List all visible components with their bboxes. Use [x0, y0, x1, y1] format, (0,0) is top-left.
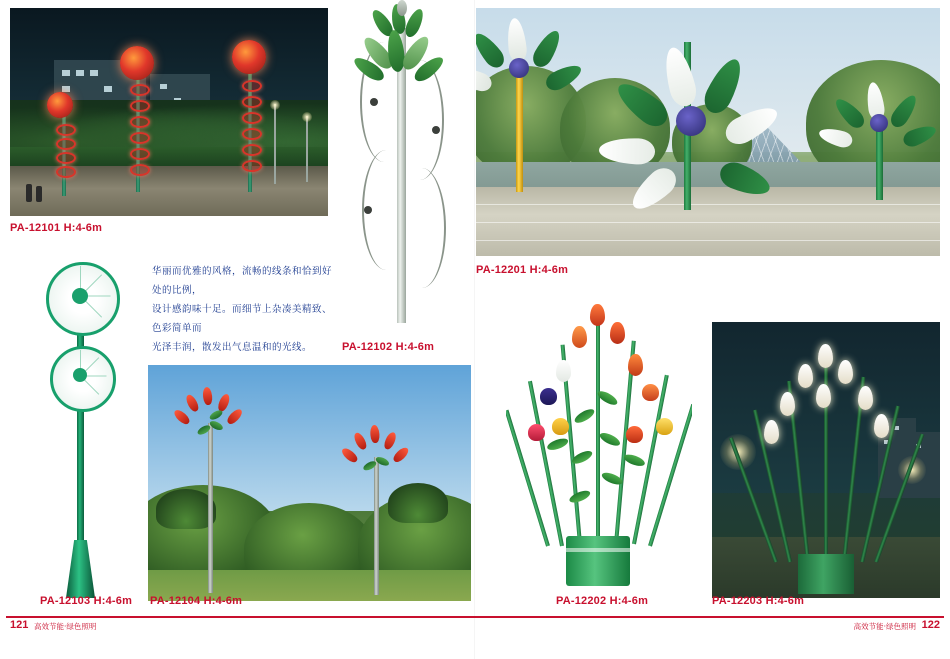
palm-foliage [156, 489, 216, 529]
lamp-pole [62, 104, 66, 196]
building-window [62, 70, 70, 76]
flower-lamp-head [120, 46, 154, 80]
caption-pa-12101: PA-12101 H:4-6m [10, 222, 103, 234]
magnolia-lamp-head [798, 364, 813, 388]
lamp-ring [130, 164, 150, 176]
lamp-planter-base [566, 536, 630, 586]
lamp-mast [374, 457, 379, 595]
leaf-element [573, 407, 597, 426]
product-photo-pa-12202 [506, 296, 692, 596]
lamp-mast-yellow [516, 70, 523, 192]
lamp-ring [56, 152, 76, 164]
fan-hub [73, 368, 87, 382]
caption-pa-12103: PA-12103 H:4-6m [40, 595, 133, 607]
description-line: 设计感韵味十足。而细节上杂凑美精致、色彩简单而 [152, 304, 333, 334]
product-photo-pa-12102 [340, 0, 468, 330]
lamp-ring [242, 112, 262, 124]
flower-head-yellow [552, 418, 569, 435]
street-lamp-post [274, 104, 276, 184]
product-photo-pa-12104 [148, 365, 471, 601]
magnolia-lamp-head [874, 414, 889, 438]
flower-hub [870, 114, 888, 132]
flower-head-white [556, 360, 571, 382]
magnolia-lamp-head [780, 392, 795, 416]
pedestrian [26, 184, 32, 202]
flower-stem [596, 322, 600, 542]
leaf-element [546, 436, 570, 452]
lamp-ring [56, 166, 76, 178]
footer-divider [6, 616, 944, 618]
lamp-pole-green [77, 300, 84, 540]
caption-pa-12102: PA-12102 H:4-6m [342, 341, 435, 353]
building-window [104, 86, 112, 92]
lamp-ring [56, 124, 76, 136]
flower-head-pink [528, 424, 545, 441]
lamp-ring [130, 132, 150, 144]
description-line: 华丽而优雅的风格，流畅的线条和恰到好处的比例， [152, 266, 333, 296]
magnolia-lamp-head [818, 344, 833, 368]
product-description [152, 262, 332, 357]
fan-hub [72, 288, 88, 304]
flower-head-orange [628, 354, 643, 376]
flower-head-yellow [656, 418, 673, 435]
flower-lamp-head [232, 40, 266, 74]
street-lamp-glow [302, 112, 312, 122]
lamp-base [66, 540, 95, 598]
street-lamp-post [306, 116, 308, 182]
pedestrian [36, 186, 42, 202]
lamp-ring [56, 138, 76, 150]
flower-stem [528, 381, 564, 547]
flower-head-orange [642, 384, 659, 401]
flower-hub [509, 58, 529, 78]
product-photo-pa-12201 [476, 8, 940, 256]
flower-lamp-head [47, 92, 73, 118]
building-window [160, 84, 167, 89]
lamp-ring [130, 100, 150, 112]
flower-hub [676, 106, 706, 136]
magnolia-lamp-head [838, 360, 853, 384]
leaf-element [622, 452, 646, 468]
flower-head-orange [626, 426, 643, 443]
lamp-mast [208, 423, 213, 593]
product-photo-pa-12103 [14, 240, 144, 602]
product-photo-pa-12101 [10, 8, 328, 216]
lamp-ring [130, 148, 150, 160]
lamp-ring [242, 96, 262, 108]
leaf-element [568, 488, 592, 505]
caption-pa-12104: PA-12104 H:4-6m [150, 595, 243, 607]
page-number-right: 122 [921, 619, 940, 631]
palm-foliage [388, 483, 448, 523]
lamp-ring [242, 128, 262, 140]
lamp-planter-base [798, 554, 854, 594]
lamp-ring [242, 160, 262, 172]
flower-head-orange [610, 322, 625, 344]
footer-slogan-right: 高效节能·绿色照明 [853, 622, 916, 631]
description-line: 光泽丰润，散发出气息温和的光线。 [152, 342, 313, 353]
paving-line [476, 204, 940, 205]
page-number-left: 121 [10, 619, 29, 631]
bud-element [397, 0, 407, 16]
leaf-element [598, 430, 622, 448]
flower-head-orange [572, 326, 587, 348]
decorative-vine [398, 168, 446, 288]
magnolia-lamp-head [764, 420, 779, 444]
paving-line [476, 240, 940, 241]
building-window [76, 70, 84, 76]
building-window [90, 70, 98, 76]
flower-head-orange [590, 304, 605, 326]
caption-pa-12202: PA-12202 H:4-6m [556, 595, 649, 607]
page-gutter [474, 0, 475, 659]
magnolia-lamp-head [816, 384, 831, 408]
caption-pa-12201: PA-12201 H:4-6m [476, 264, 569, 276]
lamp-ring [130, 84, 150, 96]
street-lamp-glow [270, 100, 280, 110]
vine-knot [370, 98, 378, 106]
caption-pa-12203: PA-12203 H:4-6m [712, 595, 805, 607]
vine-knot [432, 126, 440, 134]
building-window [62, 86, 70, 92]
product-photo-pa-12203 [712, 322, 940, 598]
magnolia-lamp-head [858, 386, 873, 410]
lamp-ring [130, 116, 150, 128]
vine-knot [364, 206, 372, 214]
flower-head-violet [540, 388, 557, 405]
footer-slogan-left: 高效节能·绿色照明 [34, 622, 97, 631]
lamp-ring [242, 80, 262, 92]
planter-band [566, 548, 630, 552]
lamp-ring [242, 144, 262, 156]
paving-line [476, 222, 940, 223]
